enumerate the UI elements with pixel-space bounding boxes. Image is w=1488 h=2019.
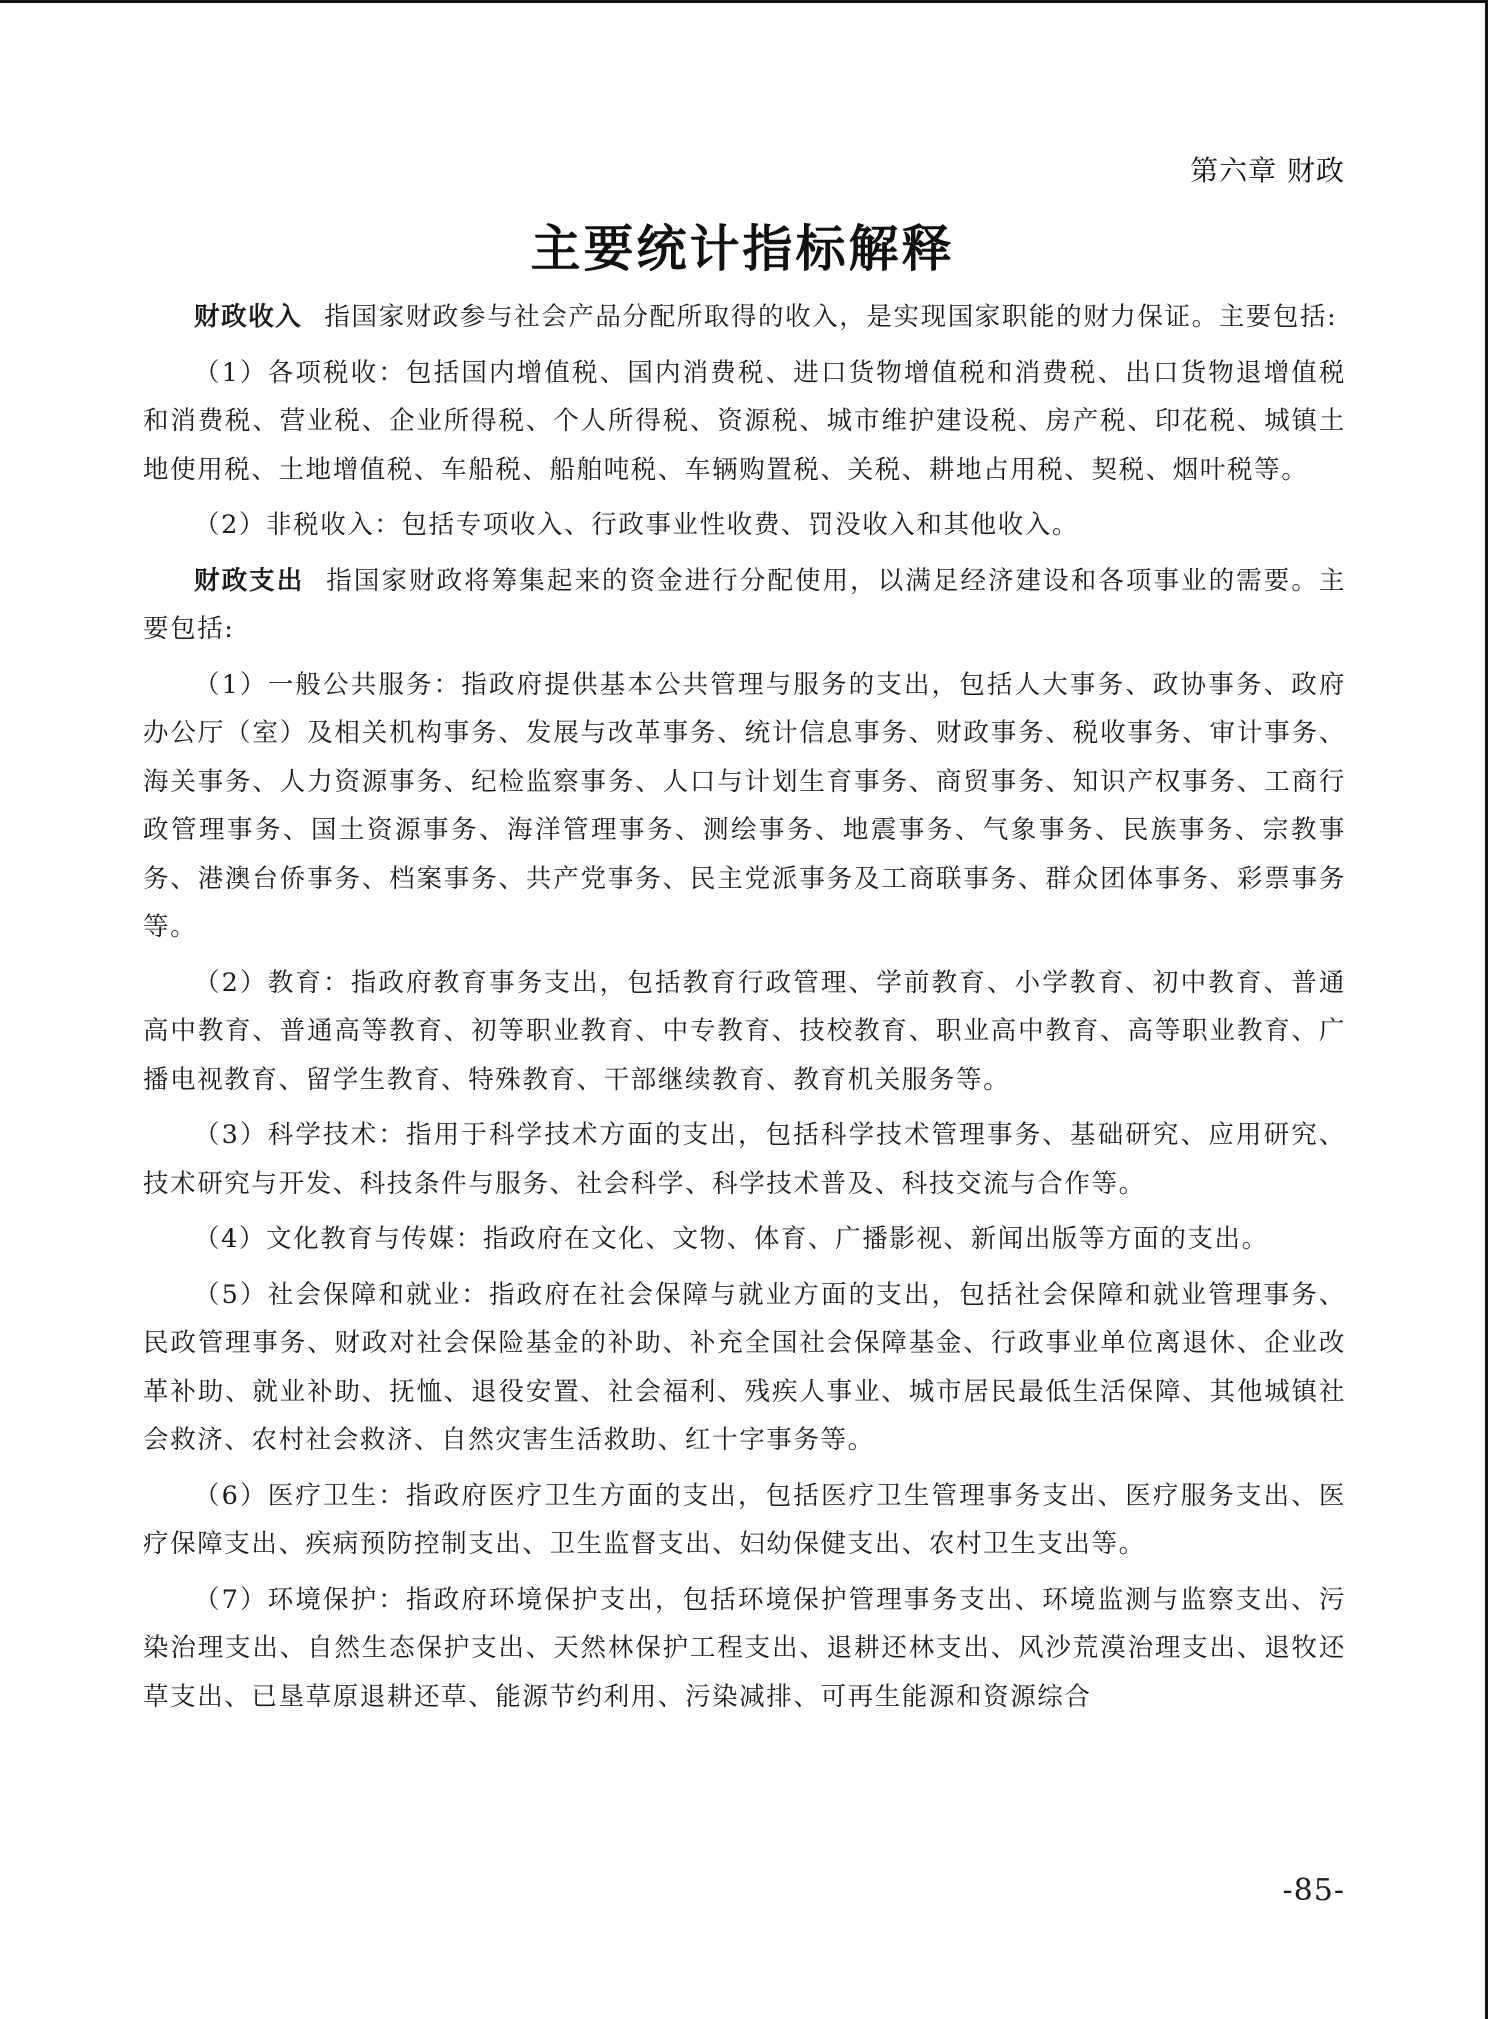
document-body — [143, 293, 1346, 1728]
paragraph-medical-health — [143, 1472, 1346, 1569]
paragraph-text: （1）各项税收：包括国内增值税、国内消费税、进口货物增值税和消费税、出口货物退增值税和消费税、营业税、企业所得税、个人所得税、资源税、城市维护建设税、房产税、印花税、城镇土地使用税、土地增值税、车船税、船舶吨税、车辆购置税、关税、耕地占用税、契税、烟叶税等。 — [143, 357, 1346, 485]
page-number: -85- — [1282, 1873, 1345, 1908]
chapter-header: 第六章 财政 — [1190, 154, 1345, 187]
paragraph-text: （6）医疗卫生：指政府医疗卫生方面的支出，包括医疗卫生管理事务支出、医疗服务支出、医疗保障支出、疾病预防控制支出、卫生监督支出、妇幼保健支出、农村卫生支出等。 — [143, 1480, 1346, 1559]
paragraph-fiscal-revenue — [143, 293, 1346, 342]
paragraph-general-public-services — [143, 661, 1346, 952]
paragraph-text: 指国家财政参与社会产品分配所取得的收入，是实现国家职能的财力保证。主要包括: — [324, 302, 1338, 332]
paragraph-tax-revenue — [143, 349, 1346, 495]
term-label: 财政支出 — [194, 565, 305, 596]
paragraph-text: （7）环境保护：指政府环境保护支出，包括环境保护管理事务支出、环境监测与监察支出、污染治理支出、自然生态保护支出、天然林保护工程支出、退耕还林支出、风沙荒漠治理支出、退牧还草支出、已垦草原退耕还草、能源节约利用、污染减排、可再生能源和资源综合 — [143, 1584, 1346, 1712]
paragraph-culture-media — [143, 1215, 1346, 1264]
paragraph-text: （3）科学技术：指用于科学技术方面的支出，包括科学技术管理事务、基础研究、应用研究、技术研究与开发、科技条件与服务、社会科学、科学技术普及、科技交流与合作等。 — [143, 1120, 1346, 1199]
paragraph-environmental-protection — [143, 1576, 1346, 1722]
paragraph-fiscal-expenditure — [143, 557, 1346, 654]
paragraph-text: 指国家财政将筹集起来的资金进行分配使用，以满足经济建设和各项事业的需要。主要包括: — [143, 565, 1347, 644]
paragraph-text: （2）非税收入：包括专项收入、行政事业性收费、罚没收入和其他收入。 — [194, 510, 1080, 540]
term-label: 财政收入 — [194, 302, 303, 332]
paragraph-non-tax-revenue — [143, 501, 1346, 550]
paragraph-text: （2）教育：指政府教育事务支出，包括教育行政管理、学前教育、小学教育、初中教育、普通高中教育、普通高等教育、初等职业教育、中专教育、技校教育、职业高中教育、高等职业教育、广播电视教育、留学生教育、特殊教育、干部继续教育、教育机关服务等。 — [143, 967, 1346, 1095]
paragraph-text: （4）文化教育与传媒：指政府在文化、文物、体育、广播影视、新闻出版等方面的支出。 — [194, 1224, 1269, 1254]
paragraph-science-technology — [143, 1111, 1346, 1208]
paragraph-text: （5）社会保障和就业：指政府在社会保障与就业方面的支出，包括社会保障和就业管理事务、民政管理事务、财政对社会保险基金的补助、补充全国社会保障基金、行政事业单位离退休、企业改革补助、就业补助、抚恤、退役安置、社会福利、残疾人事业、城市居民最低生活保障、其他城镇社会救济、农村社会救济、自然灾害生活救助、红十字事务等。 — [143, 1279, 1346, 1455]
paragraph-social-security — [143, 1271, 1346, 1465]
paragraph-text: （1）一般公共服务：指政府提供基本公共管理与服务的支出，包括人大事务、政协事务、政府办公厅（室）及相关机构事务、发展与改革事务、统计信息事务、财政事务、税收事务、审计事务、海关事务、人力资源事务、纪检监察事务、人口与计划生育事务、商贸事务、知识产权事务、工商行政管理事务、国土资源事务、海洋管理事务、测绘事务、地震事务、气象事务、民族事务、宗教事务、港澳台侨事务、档案事务、共产党事务、民主党派事务及工商联事务、群众团体事务、彩票事务等。 — [143, 669, 1346, 942]
paragraph-education — [143, 959, 1346, 1105]
page-title: 主要统计指标解释 — [530, 220, 955, 278]
